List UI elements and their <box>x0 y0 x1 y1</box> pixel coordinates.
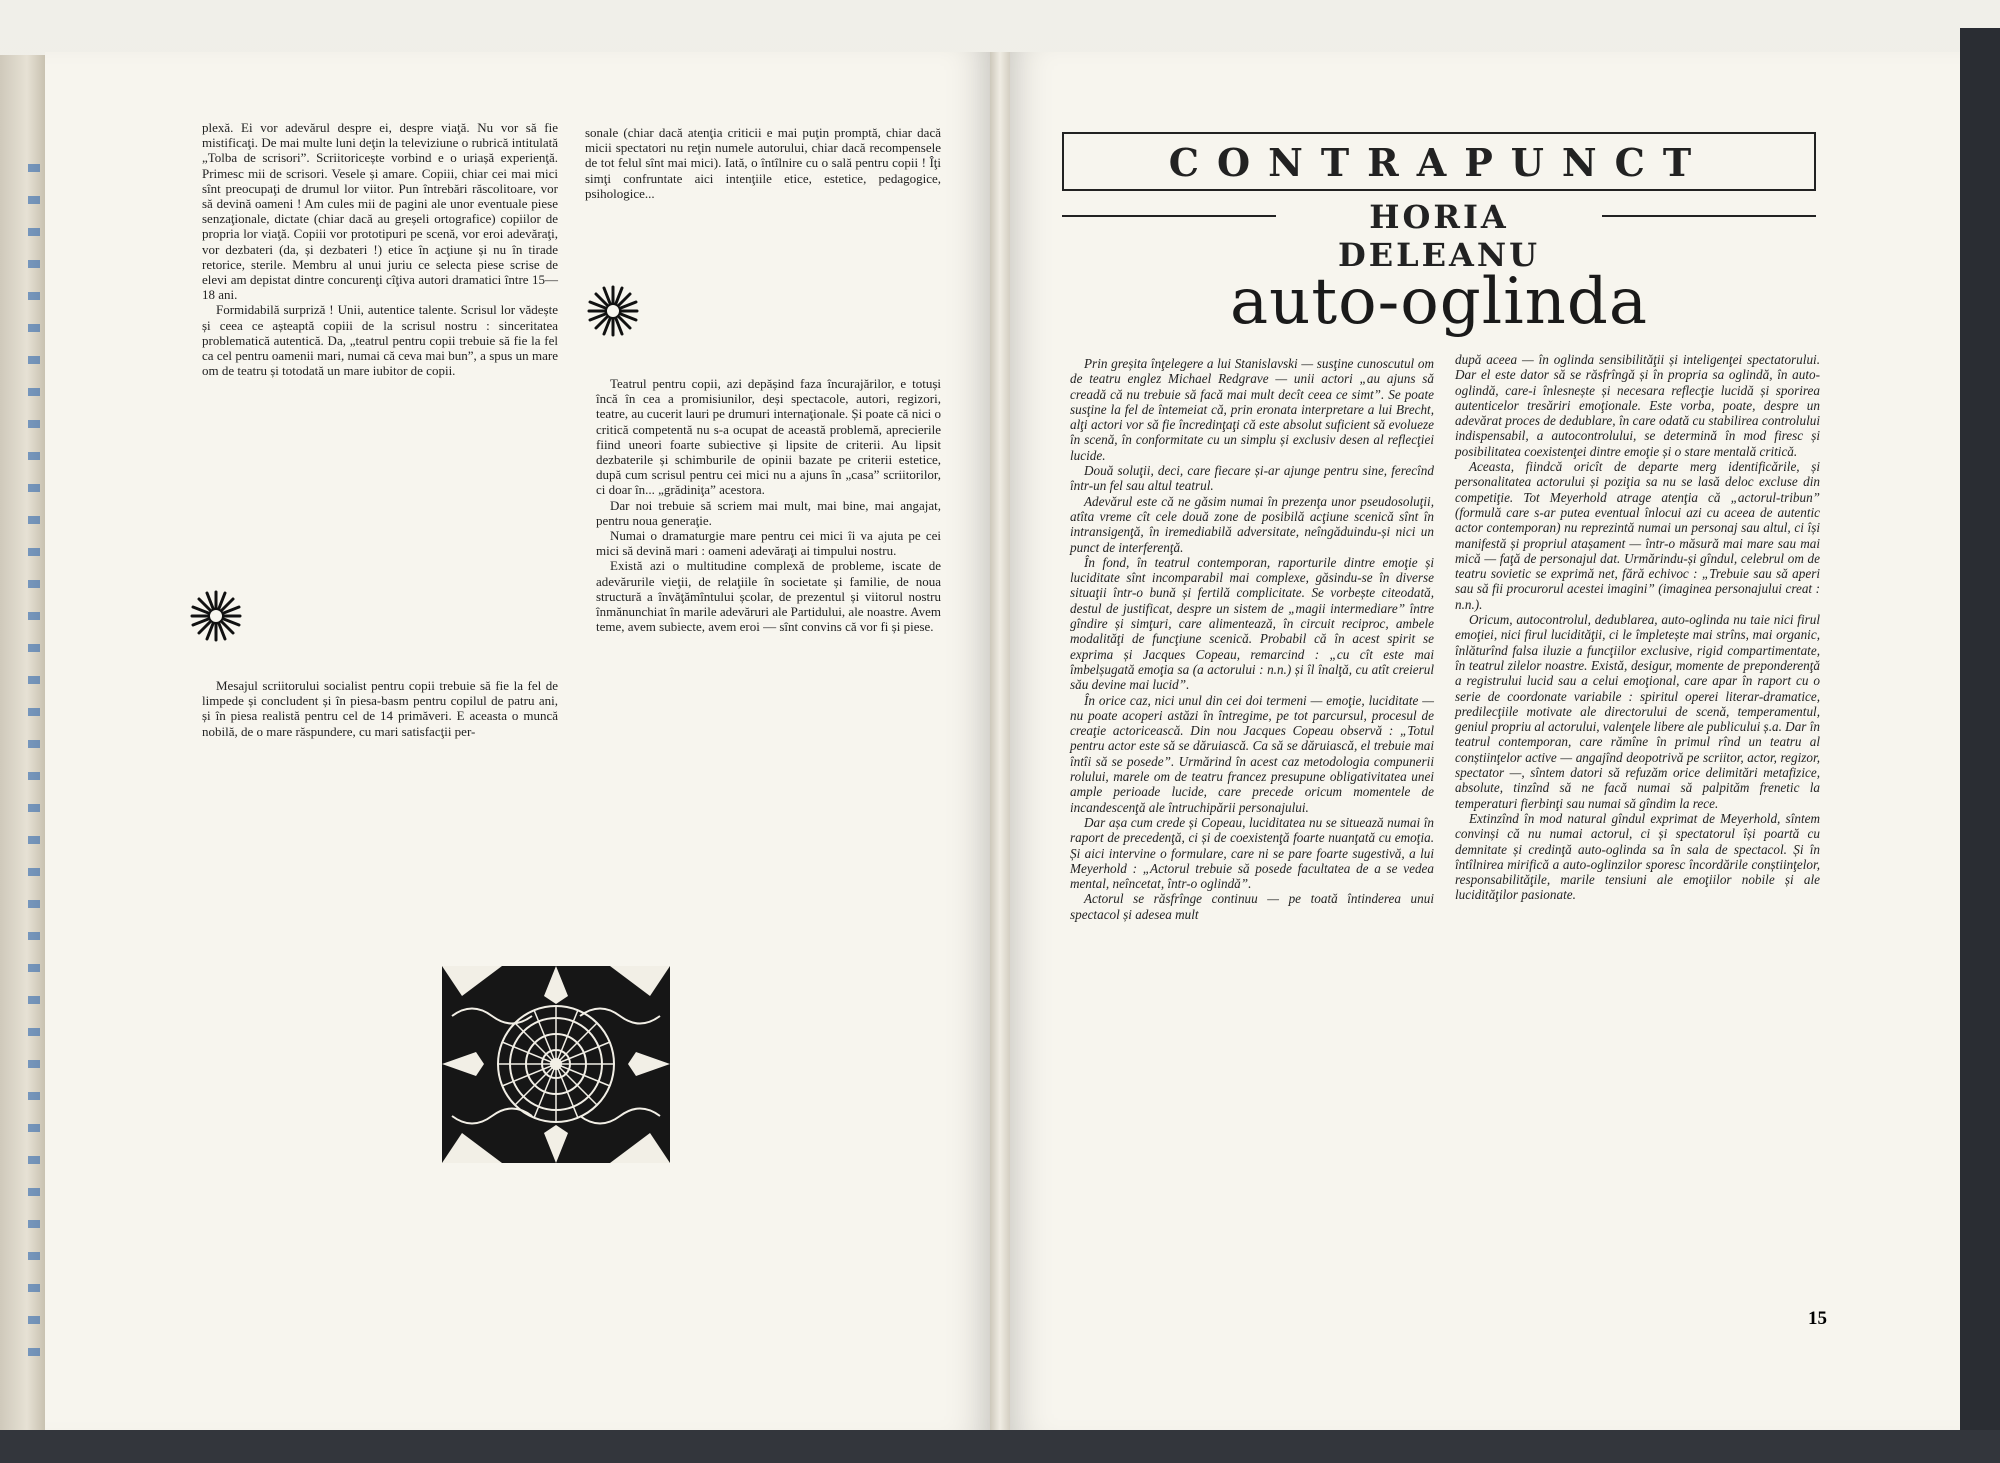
paragraph: Extinzînd în mod natural gîndul exprimat de Meyerhold, sîntem convinși că nu numai actorul, ci și spectatorul își poartă cu demnitate și credinţă auto-oglinda sa în sala de spectacol. Și în întîlnirea mirifică a auto-oglinzilor sporesc încordările conștiinţelor, responsabilităţile, marile tensiuni ale emoţiilor nobile și ale lucidităţilor pasionate. <box>1455 810 1820 903</box>
left-column-2 <box>585 125 941 201</box>
paragraph: Mesajul scriitorului socialist pentru copii trebuie să fie la fel de limpede și concludent și în piesa-basm pentru copilul de patru ani, și în piesa realistă pentru cel de 14 primăveri. E aceasta o muncă nobilă, de o mare răspundere, cu mari satisfacţii per- <box>202 678 558 739</box>
rule-right <box>1602 215 1816 217</box>
article-headline: auto-oglinda <box>1229 265 1649 339</box>
paragraph: Aceasta, fiindcă oricît de departe merg identificările, și personalitatea actorului și poziţia sa nu se lasă deloc excluse din competiţie. Tot Meyerhold atrage atenţia că „actorul-tribun” (formulă care s-ar putea eventual înlocui azi cu aceea de autentic actor contemporan) nu reprezintă numai un personaj sau altul, ci își manifestă și propriul atașament — într-o măsură mai mare sau mai mică — faţă de personajul dat. Urmărindu-și gîndul, celebrul om de teatru sovietic se exprimă net, fără echivoc : „Trebuie sau să aperi sau să fii procurorul acestei imagini” (imaginea personajului creat : n.n.). <box>1455 459 1820 612</box>
series-title-box <box>1062 132 1816 191</box>
paragraph: Două soluţii, deci, care fiecare și-ar ajunge pentru sine, ferecînd într-un fel sau altul teatrul. <box>1070 463 1434 494</box>
book-cover-edge <box>1960 28 2000 1463</box>
paragraph: Există azi o multitudine complexă de probleme, iscate de adevărurile vieţii, de relaţiile în societate și familie, de noua structură a învăţămîntului școlar, de prezentul și viitorul nostru înmănunchiat în marile adevăruri ale Partidului, ale noastre. Avem teme, avem subiecte, avem eroi — sînt convins că vor fi și piese. <box>596 558 941 635</box>
author-name: HORIA DELEANU <box>1337 198 1540 274</box>
paragraph: În fond, în teatrul contemporan, raporturile dintre emoţie și luciditate sînt incomparabil mai complexe, găsindu-se în diverse situaţii într-o bună și fertilă complicitate. Se vorbește citeodată, destul de justificat, despre un sistem de „magii intermediare” între gîndire și simţuri, care alimentează, în circuit reciproc, ambele modalităţi de funcţiune scenică. Probabil că în acest spirit se exprima și Jacques Copeau, remarcind : „cu cît este mai îmbelșugată emoţia sa (a actorului : n.n.) și îl înalţă, cu atît creierul său devine mai lucid”. <box>1070 554 1434 693</box>
paragraph: În orice caz, nici unul din cei doi termeni — emoţie, luciditate — nu poate acoperi astăzi în întregime, pe tot parcursul, procesul de creaţie actoricească. Din nou Jacques Copeau observă : „Totul pentru actor este să se dăruiască. Ca să se dăruiască, el trebuie mai întîi să se posede”. Urmărind în acest caz metodologia compunerii rolului, marele om de teatru francez presupune obligativitatea unei ample perioade lucide, care precede oricum momentele de incandescenţă ale întruchipării personajului. <box>1070 692 1434 815</box>
spine-binding-marks <box>28 150 40 1380</box>
paragraph: Actorul se răsfrînge continuu — pe toată întinderea unui spectacol și adesea mult <box>1070 891 1434 922</box>
paragraph: Adevărul este că ne găsim numai în prezenţa unor pseudosoluţii, atîta vreme cît cele două zone de posibilă acţiune scenică sînt în intransigenţă, în iremediabilă adversitate, neîngăduindu-și nici un punct de interferenţă. <box>1070 493 1434 555</box>
paragraph: Dar noi trebuie să scriem mai mult, mai bine, mai angajat, pentru noua generaţie. <box>596 497 941 528</box>
left-column-1 <box>202 120 558 378</box>
paragraph: după aceea — în oglinda sensibilităţii și inteligenţei spectatorului. Dar el este dator să se răsfrîngă și în propria sa oglindă, în auto-oglindă, care-i înlesnește și necesara reflecţie lucidă și sporirea autenticelor tresăriri emoţionale. Este vorba, poate, despre un adevărat proces de dedublare, în care odată cu stabilirea controlului indispensabil, a autocontrolului, se determină în mod firesc și posibilitatea coexistenţei dintre emoţie și o stare mentală critică. <box>1455 352 1820 459</box>
left-column-1-bottom <box>202 678 558 739</box>
page-number: 15 <box>1808 1308 1827 1329</box>
author-line <box>1062 198 1816 274</box>
paragraph: sonale (chiar dacă atenţia criticii e mai puţin promptă, chiar dacă micii spectatori nu reţin numele autorului, chiar dacă recompensele de tot felul sînt mai mici). Iată, o întîlnire cu o sală pentru copii ! Îţi simţi confruntate aici intenţiile etice, estetice, pedagogice, psihologice... <box>585 125 941 201</box>
left-column-2-bottom <box>596 376 941 634</box>
paragraph: plexă. Ei vor adevărul despre ei, despre viaţă. Nu vor să fie mistificaţi. De mai multe luni deţin la televiziune o rubrică intitulată „Tolba de scrisori”. Scriitoricește vorbind e o uriașă experienţă. Primesc mii de scrisori. Vesele și amare. Copiii, chiar cei mai mici sînt preocupaţi de drumul lor viitor. Pun întrebări răscolitoare, vor să devină oameni ! Am cules mii de pagini ale unor eventuale piese senzaţionale, dictate (chiar dacă au greșeli ortografice) copiilor de propria lor viaţă. Copiii vor prototipuri pe scenă, vor eroi adevăraţi, vor dezbateri (da, și dezbateri !) etice în acţiune și nu în tirade retorice, sterile. Membru al unui juriu ce selecta piese scrise de elevi am depistat dintre concurenţi cîţiva autori dramatici între 15—18 ani. <box>202 120 558 303</box>
paragraph: Oricum, autocontrolul, dedublarea, auto-oglinda nu taie nici firul emoţiei, nici firul lucidităţii, ci le împletește mai strîns, mai organic, înlăturînd falsa iluzie a funcţiilor exclusive, rigid compartimentate, în teatrul zilelor noastre. Există, desigur, momente de preponderenţă a registrului lucid sau a celui emoţional, care apar în raport cu o serie de coordonate variabile : spiritul operei literar-dramatice, predilecţiile motivate ale directorului de scenă, temperamentul, geniul propriu al actorului, valenţele libere ale publicului ș.a. Dar în teatrul contemporan, care rămîne în primul rînd un teatru al conștiinţelor active — angajînd deopotrivă pe scriitor, actor, regizor, spectator —, sîntem datori să refuzăm orice delimitări metafizice, absolute, tinzînd să ne facă numai să palpităm frenetic la temperaturi fierbinţi sau numai să gîndim la rece. <box>1455 612 1820 811</box>
rule-left <box>1062 215 1276 217</box>
paragraph: Teatrul pentru copii, azi depășind faza încurajărilor, e totuși încă în cea a promisiunilor, deși spectacole, autori, regizori, teatre, au cucerit lauri pe drumuri internaţionale. Și poate că nici o critică competentă nu s-a ocupat de această problemă, aprecierile fiind uneori foarte subiective și lipsite de criterii. Au lipsit dezbaterile și schimburile de opinii bazate pe criterii estetice, după cum scrisul pentru cei mici nu a ajuns în „casa” scriitorilor, ci doar în... „grădiniţa” acestora. <box>596 376 941 498</box>
paragraph: Formidabilă surpriză ! Unii, autentice talente. Scrisul lor vădește și ceea ce așteaptă copiii de la scrisul nostru : sinceritatea problematică autentică. Da, „teatrul pentru copii trebuie să fie la fel ca cel pentru oamenii mari, numai că ceva mai bun”, a spus un mare om de teatru și totodată un mare iubitor de copii. <box>202 302 558 379</box>
sunburst-ornament-icon <box>585 283 641 339</box>
rosette-woodcut-ornament <box>442 966 670 1163</box>
book-gutter <box>990 52 1010 1432</box>
paragraph: Dar așa cum crede și Copeau, luciditatea nu se situează numai în raport de precedenţă, ci și de coexistenţă foarte nuanţată cu emoţia. Și aici intervine o formulare, care ni se pare foarte sugestivă, a lui Meyerhold : „Actorul trebuie să posede facultatea de a se vedea mental, neîncetat, într-o oglindă”. <box>1070 814 1434 892</box>
right-column-2 <box>1455 352 1820 903</box>
book-cover-bottom <box>0 1430 2000 1463</box>
paragraph: Prin greșita înţelegere a lui Stanislavski — susţine cunoscutul om de teatru englez Michael Redgrave — unii actori „au ajuns să creadă că nu trebuie să facă mai mult decît ceea ce simt”. Se poate susţine la fel de întemeiat că, prin eronata interpretare a lui Brecht, alţi actori vor să fie încredinţaţi că este absolut suficient să evolueze în scenă, în conformitate cu un simplu și exclusiv desen al reflecţiei lucide. <box>1070 356 1434 463</box>
paragraph: Numai o dramaturgie mare pentru cei mici îi va ajuta pe cei mici să devină mari : oameni adevăraţi ai timpului nostru. <box>596 528 941 559</box>
right-column-1 <box>1070 356 1434 922</box>
sunburst-ornament-icon <box>188 588 244 644</box>
series-title: CONTRAPUNCT <box>1168 140 1710 185</box>
